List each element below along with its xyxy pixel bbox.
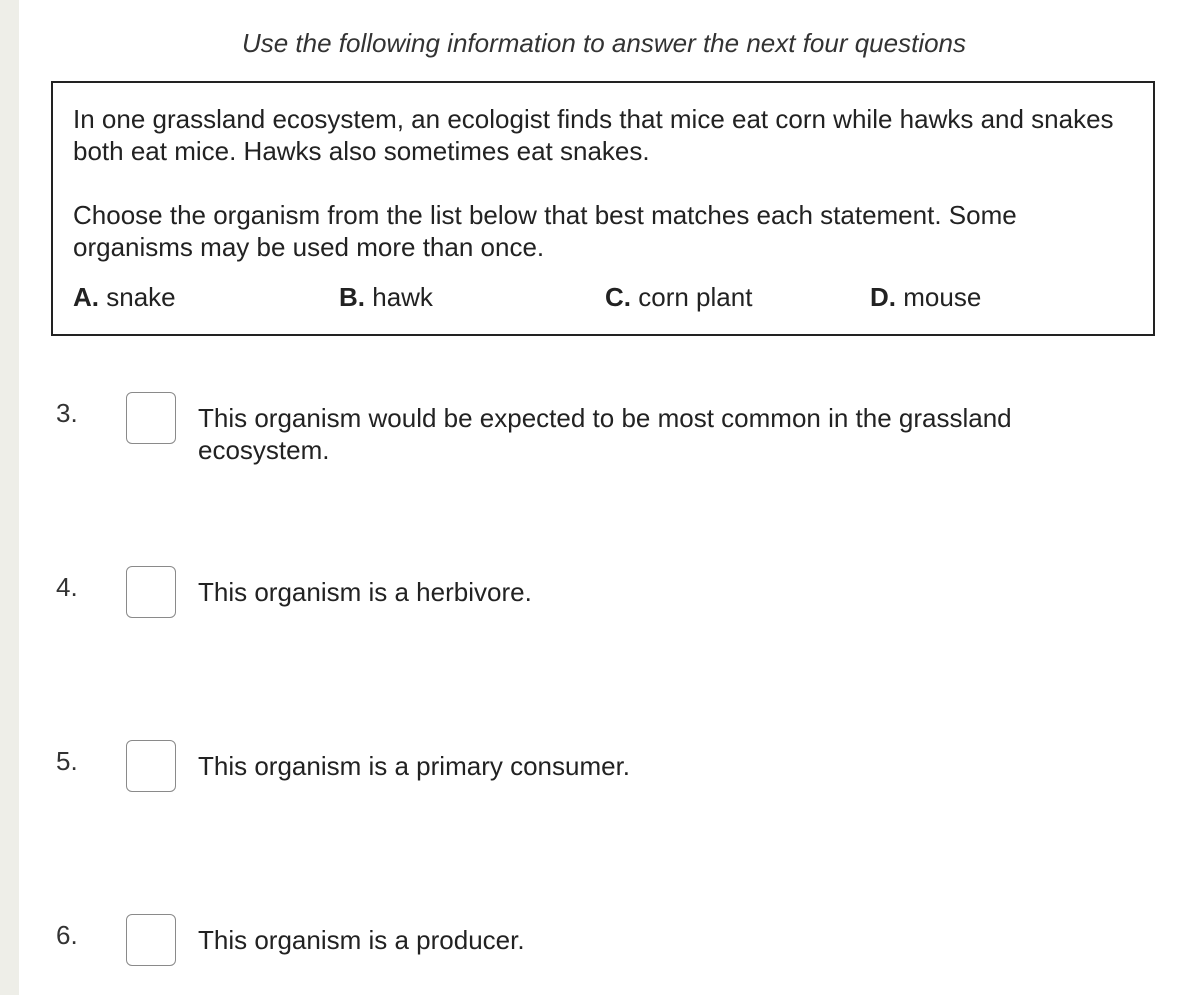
choice-list <box>73 281 1113 317</box>
question-6 <box>0 914 1189 974</box>
question-3 <box>0 392 1189 465</box>
choice-letter: D. <box>870 282 896 312</box>
question-text: This organism would be expected to be most common in the grassland ecosystem. <box>198 403 1012 465</box>
instructions-heading: Use the following information to answer the next four questions <box>241 28 967 58</box>
choice-letter: B. <box>339 282 365 312</box>
choice-d <box>870 281 981 313</box>
choice-c <box>605 281 752 313</box>
question-text: This organism is a primary consumer. <box>198 751 631 781</box>
choice-text: corn plant <box>638 282 753 312</box>
information-box <box>51 81 1155 336</box>
answer-box-3[interactable] <box>126 392 176 444</box>
choice-letter: C. <box>605 282 631 312</box>
question-number: 4. <box>56 572 78 602</box>
answer-box-5[interactable] <box>126 740 176 792</box>
choice-letter: A. <box>73 282 99 312</box>
answer-box-4[interactable] <box>126 566 176 618</box>
question-text: This organism is a producer. <box>198 925 525 955</box>
question-5 <box>0 740 1189 800</box>
left-margin-strip <box>0 0 19 995</box>
question-text: This organism is a herbivore. <box>198 577 532 607</box>
answer-box-6[interactable] <box>126 914 176 966</box>
question-4 <box>0 566 1189 626</box>
scenario-paragraph: In one grassland ecosystem, an ecologist finds that mice eat corn while hawks and snakes both eat mice. Hawks also sometimes eat snakes. <box>73 104 1114 166</box>
choice-text: mouse <box>903 282 982 312</box>
directions-paragraph: Choose the organism from the list below that best matches each statement. Some organisms may be used more than once. <box>73 200 1017 262</box>
choice-b <box>339 281 433 313</box>
choice-text: snake <box>106 282 176 312</box>
choice-text: hawk <box>372 282 433 312</box>
question-number: 6. <box>56 920 78 950</box>
question-number: 5. <box>56 746 78 776</box>
choice-a <box>73 281 176 313</box>
question-number: 3. <box>56 398 78 428</box>
